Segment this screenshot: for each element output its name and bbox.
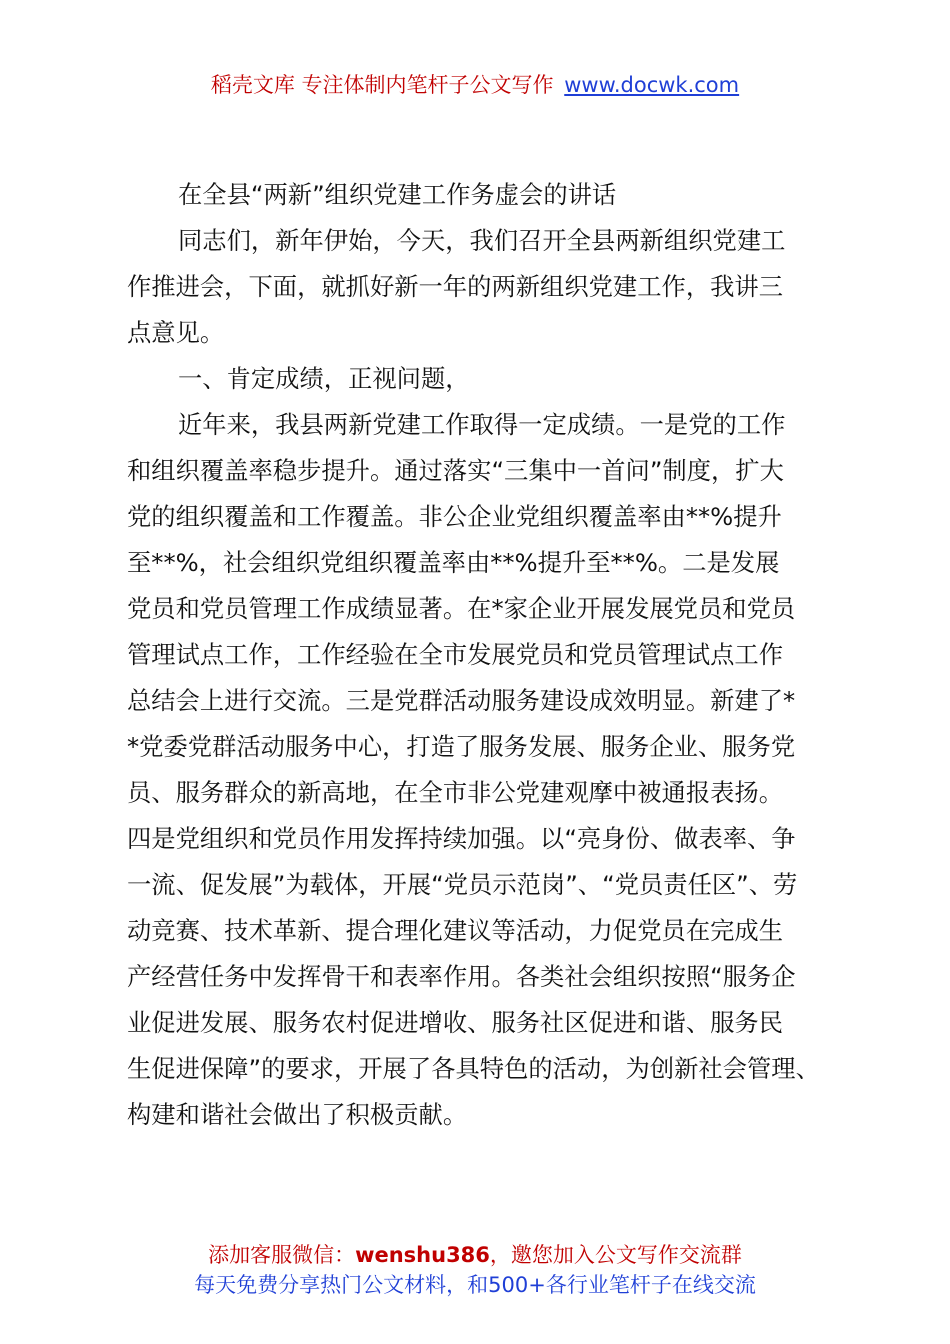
paragraph-line: 业促进发展、服务农村促进增收、服务社区促进和谐、服务民 <box>127 1008 784 1037</box>
paragraph-line: 四是党组织和党员作用发挥持续加强。以“亮身份、做表率、争 <box>127 824 796 853</box>
paragraph-line: 构建和谐社会做出了积极贡献。 <box>127 1100 468 1129</box>
section-heading: 一、肯定成绩，正视问题， <box>178 364 470 393</box>
document-body <box>127 172 827 1138</box>
paragraph-line: 至**%，社会组织党组织覆盖率由**%提升至**%。二是发展 <box>127 548 780 577</box>
paragraph-line: 党的组织覆盖和工作覆盖。非公企业党组织覆盖率由**%提升 <box>127 502 782 531</box>
paragraph-line: *党委党群活动服务中心，打造了服务发展、服务企业、服务党 <box>127 732 796 761</box>
paragraph-line: 同志们，新年伊始，今天，我们召开全县两新组织党建工 <box>178 226 786 255</box>
document-title: 在全县“两新”组织党建工作务虚会的讲话 <box>178 180 617 209</box>
footer-contact-suffix: ，邀您加入公文写作交流群 <box>489 1243 742 1267</box>
page-header <box>0 70 950 100</box>
paragraph-line: 党员和党员管理工作成绩显著。在*家企业开展发展党员和党员 <box>127 594 796 623</box>
paragraph-line: 产经营任务中发挥骨干和表率作用。各类社会组织按照“服务企 <box>127 962 796 991</box>
paragraph-line: 总结会上进行交流。三是党群活动服务建设成效明显。新建了* <box>127 686 796 715</box>
page-footer <box>0 1240 950 1300</box>
paragraph-line: 点意见。 <box>127 318 225 347</box>
footer-promo-line: 每天免费分享热门公文材料，和500+各行业笔杆子在线交流 <box>194 1273 756 1297</box>
header-brand: 稻壳文库 专注体制内笔杆子公文写作 <box>210 73 554 97</box>
paragraph-line: 一流、促发展”为载体，开展“党员示范岗”、“党员责任区”、劳 <box>127 870 798 899</box>
paragraph-line: 员、服务群众的新高地，在全市非公党建观摩中被通报表扬。 <box>127 778 784 807</box>
footer-contact-line <box>0 1240 950 1270</box>
paragraph-line: 近年来，我县两新党建工作取得一定成绩。一是党的工作 <box>178 410 786 439</box>
paragraph-line: 生促进保障”的要求，开展了各具特色的活动，为创新社会管理、 <box>127 1054 820 1083</box>
header-url-link[interactable]: www.docwk.com <box>564 73 740 97</box>
paragraph-line: 作推进会，下面，就抓好新一年的两新组织党建工作，我讲三 <box>127 272 784 301</box>
footer-contact-prefix: 添加客服微信： <box>208 1243 356 1267</box>
paragraph-line: 管理试点工作，工作经验在全市发展党员和党员管理试点工作 <box>127 640 784 669</box>
paragraph-line: 和组织覆盖率稳步提升。通过落实“三集中一首问”制度，扩大 <box>127 456 784 485</box>
wechat-id: wenshu386 <box>355 1243 490 1267</box>
paragraph-line: 动竞赛、技术革新、提合理化建议等活动，力促党员在完成生 <box>127 916 784 945</box>
